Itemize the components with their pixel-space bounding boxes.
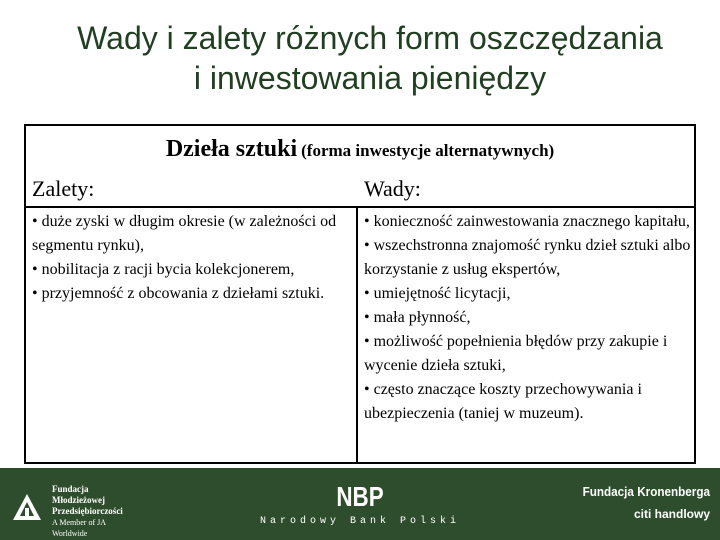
fmp-line: Przedsiębiorczości: [52, 506, 123, 516]
nbp-name: Narodowy Bank Polski: [259, 516, 461, 527]
panel-heading: [26, 136, 694, 163]
list-item: • możliwość popełnienia błędów przy zakupie i wycenie dzieła sztuki,: [364, 333, 668, 374]
sponsor-footer: [0, 468, 720, 540]
vertical-divider: [356, 206, 358, 462]
list-item: • konieczność zainwestowania znacznego kapitału,: [364, 213, 690, 230]
fmp-logo: [12, 484, 142, 538]
list-item: • duże zyski w długim okresie (w zależności od segmentu rynku),: [32, 213, 337, 254]
list-item: • nobilitacja z racji bycia kolekcjonerem,: [32, 261, 295, 278]
fmp-emblem-icon: [12, 492, 42, 522]
fundacja-kronenberga-logo: [560, 484, 710, 521]
fmp-line: Fundacja: [52, 484, 89, 494]
pros-header: Zalety:: [32, 176, 95, 201]
slide-title: Wady i zalety różnych form oszczędzania i inwestowania pieniędzy: [77, 20, 663, 96]
content-panel: [24, 124, 696, 464]
citi-suffix: handlowy: [654, 507, 710, 521]
cons-header: Wady:: [364, 176, 421, 201]
citi-handlowy-logo: [560, 507, 710, 521]
citi-brand: citi: [633, 507, 652, 521]
fmp-line: A Member of JA Worldwide: [52, 518, 106, 538]
pros-list: [32, 210, 354, 306]
list-item: • mała płynność,: [364, 309, 471, 326]
list-item: • umiejętność licytacji,: [364, 285, 511, 302]
panel-heading-sub: (forma inwestycje alternatywnych): [301, 141, 555, 160]
list-item: • przyjemność z obcowania z dziełami sztuki.: [32, 285, 325, 302]
horizontal-divider: [26, 206, 694, 208]
fmp-line: Młodzieżowej: [52, 495, 105, 505]
fmp-text: [52, 484, 142, 539]
panel-heading-main: Dzieła sztuki: [165, 136, 298, 162]
fk-name: Fundacja Kronenberga: [582, 484, 710, 499]
list-item: • często znaczące koszty przechowywania i ubezpieczenia (taniej w muzeum).: [364, 381, 642, 422]
cons-list: [364, 210, 694, 426]
nbp-logo: [252, 482, 468, 527]
list-item: • wszechstronna znajomość rynku dzieł sztuki albo korzystanie z usług ekspertów,: [364, 237, 691, 278]
nbp-mark: NBP: [336, 481, 384, 512]
